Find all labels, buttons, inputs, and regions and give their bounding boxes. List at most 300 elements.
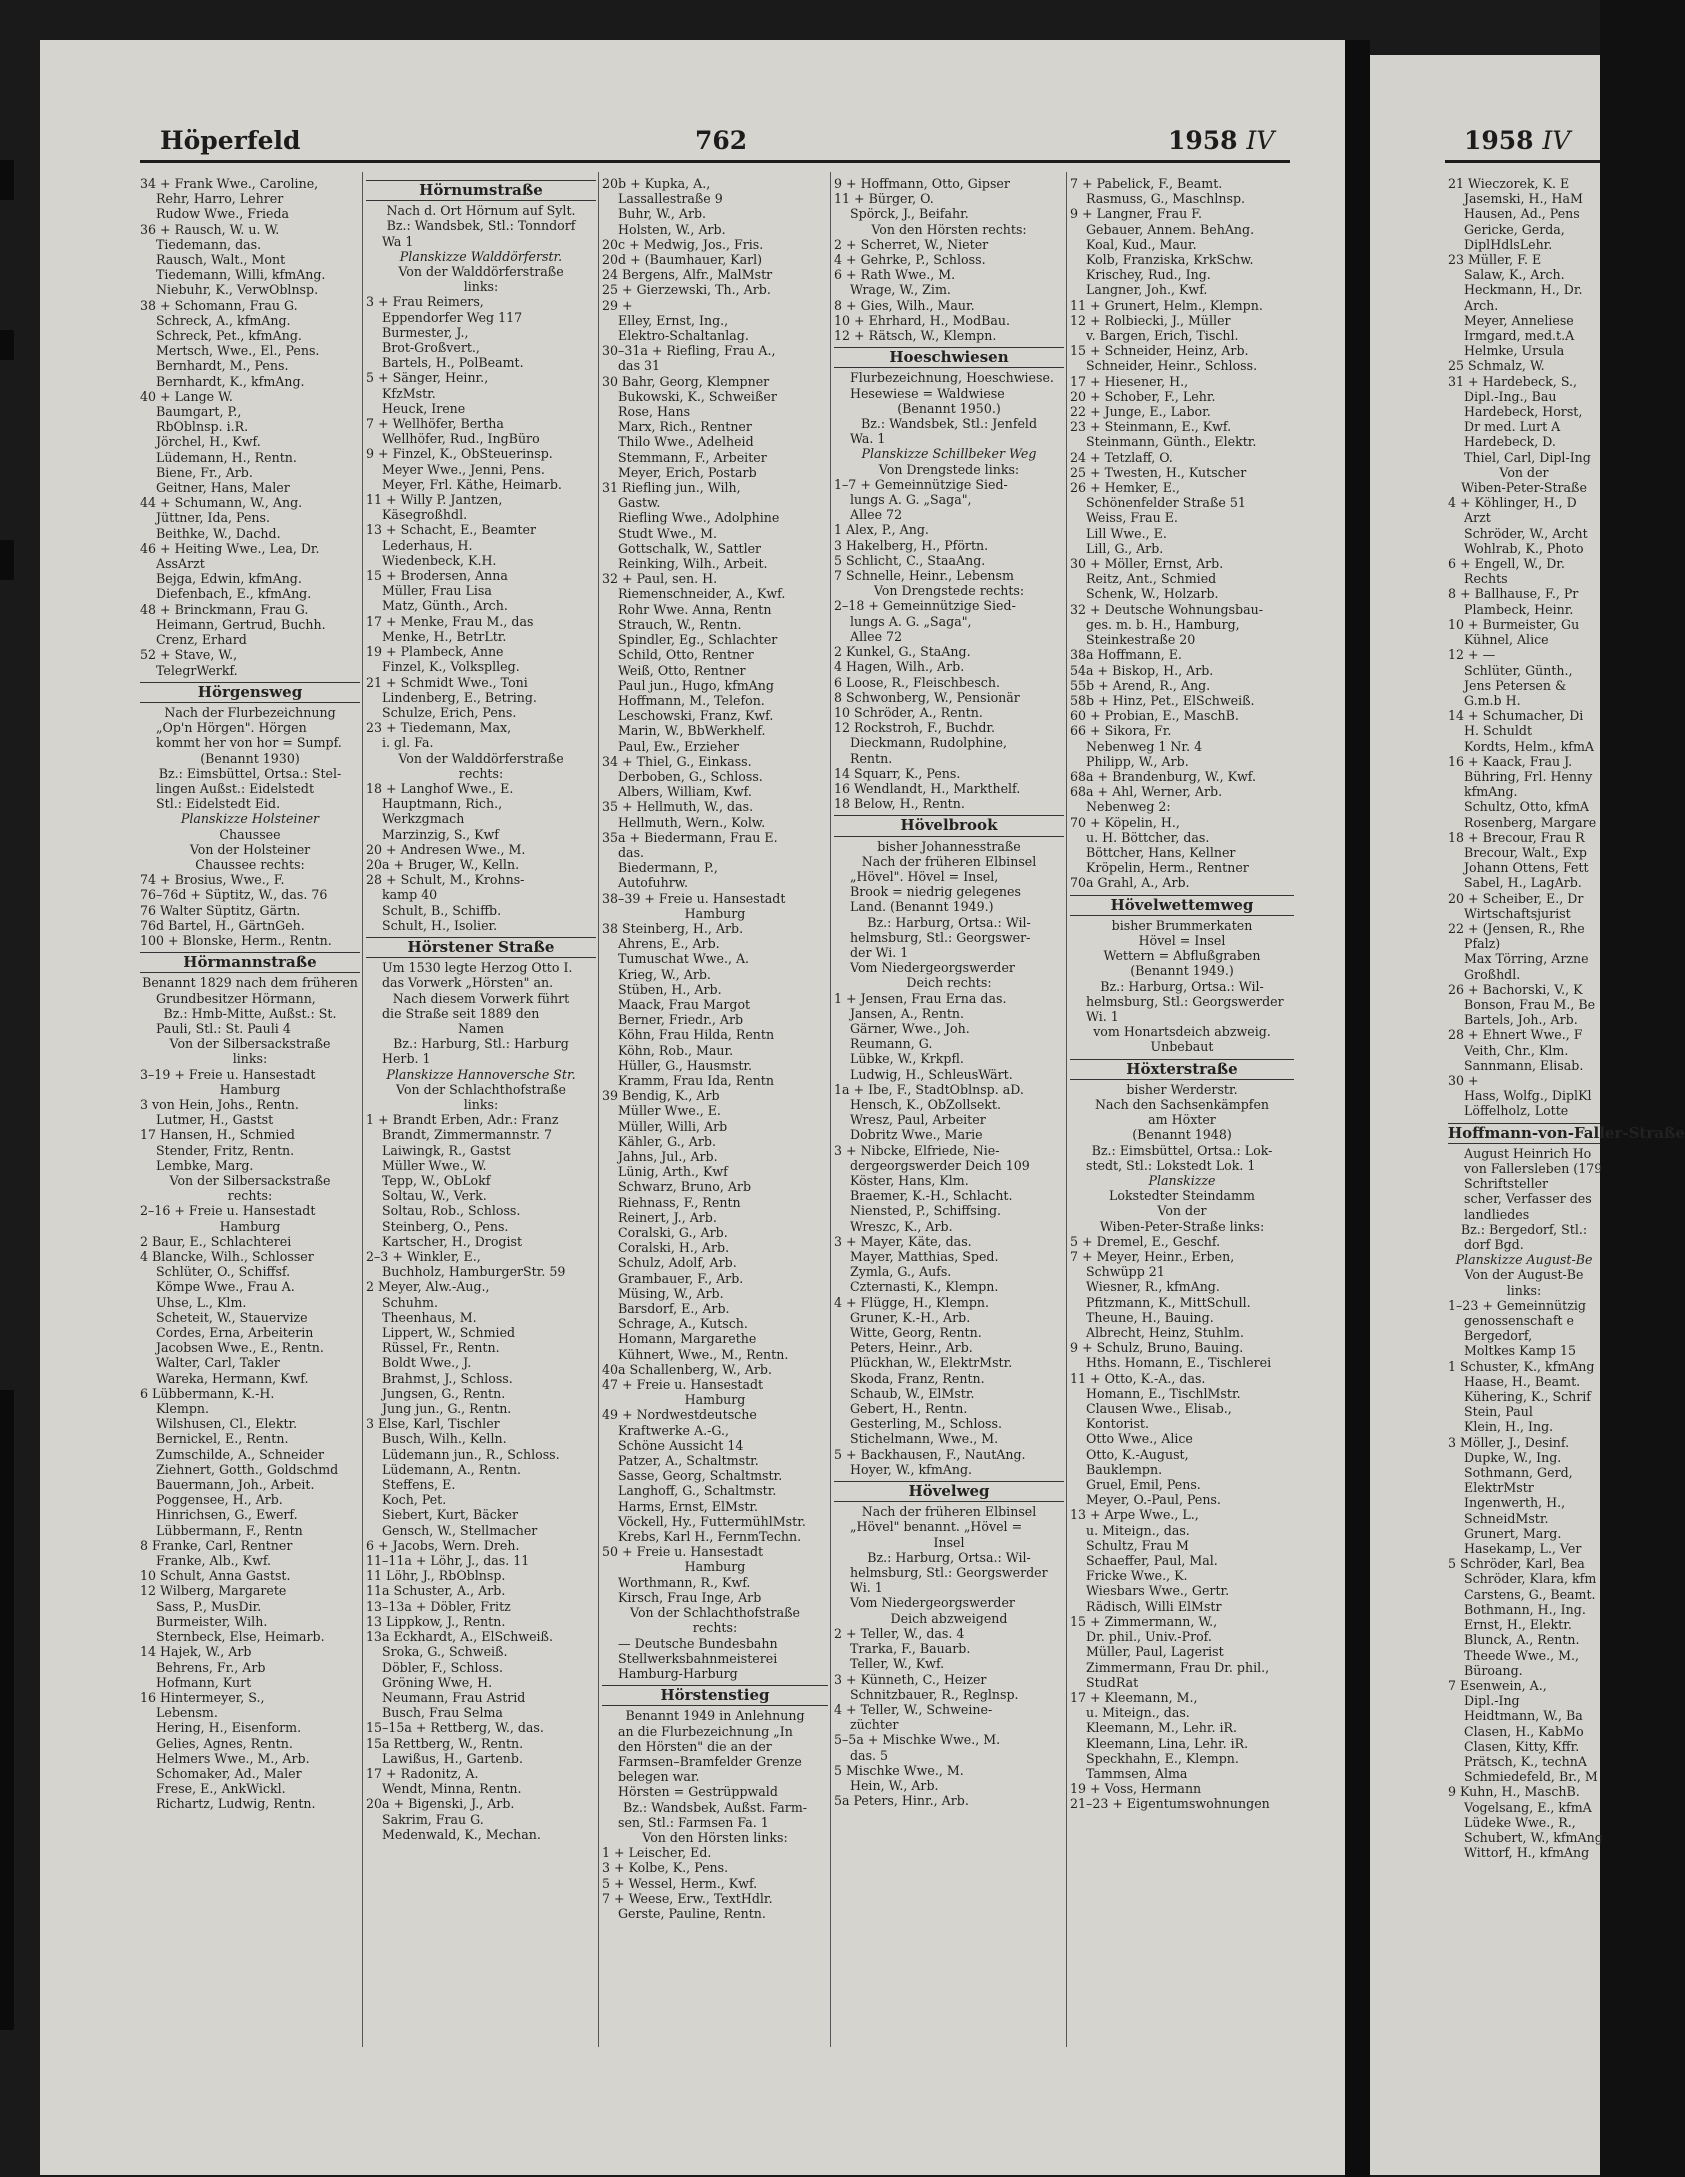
directory-line: Von den Hörsten links: [642, 1829, 788, 1845]
directory-line: Bz.: Wandsbek, Stl.: Tonndorf [386, 218, 576, 234]
directory-line: (Benannt 1950.) [897, 400, 1001, 416]
directory-line: Clasen, H., KabMo [1464, 1723, 1584, 1739]
directory-line: 6 Lübbermann, K.-H. [140, 1385, 275, 1401]
directory-line: Rüssel, Fr., Rentn. [382, 1340, 500, 1356]
directory-line: Hinrichsen, G., Ewerf. [156, 1507, 298, 1523]
directory-line: 20 + Andresen Wwe., M. [366, 841, 526, 857]
directory-line: Fricke Wwe., K. [1086, 1568, 1188, 1584]
directory-line: Lünig, Arth., Kwf [618, 1164, 728, 1180]
directory-line: Flurbezeichnung, Hoeschwiese. [850, 370, 1054, 386]
directory-line: 11 + Willy P. Jantzen, [366, 492, 503, 508]
directory-line: Soltau, W., Verk. [382, 1188, 487, 1204]
directory-line: Namen [457, 1020, 505, 1036]
directory-line: Zumschilde, A., Schneider [156, 1446, 325, 1462]
directory-line: Wendt, Minna, Rentn. [382, 1781, 522, 1797]
binding-mark [0, 330, 14, 360]
directory-line: — Deutsche Bundesbahn [618, 1635, 778, 1651]
directory-line: Von Drengstede rechts: [873, 583, 1025, 599]
directory-line: Theede Wwe., M., [1464, 1647, 1580, 1663]
directory-line: Schult, H., Isolier. [382, 917, 498, 933]
directory-line: „Op'n Hörgen". Hörgen [156, 720, 307, 736]
directory-line: 38a Hoffmann, E. [1070, 647, 1182, 663]
directory-line: Lebensm. [156, 1705, 218, 1721]
directory-line: Zymla, G., Aufs. [850, 1264, 952, 1280]
directory-line: Steffens, E. [382, 1477, 456, 1493]
directory-line: Vom Niedergeorgswerder [850, 960, 1015, 976]
directory-line: 23 + Steinmann, E., Kwf. [1070, 419, 1232, 435]
directory-line: (Benannt 1948) [1132, 1127, 1232, 1143]
directory-line: Stellwerksbahnmeisterei [618, 1650, 778, 1666]
directory-line: 3 Else, Karl, Tischler [366, 1416, 500, 1432]
street-heading: Hörgensweg [140, 682, 360, 703]
directory-line: Büroang. [1464, 1662, 1523, 1678]
page-number: 762 [695, 126, 748, 155]
directory-line: 8 + Gies, Wilh., Maur. [834, 297, 975, 313]
directory-line: „Hövel" benannt. „Hövel = [850, 1519, 1023, 1535]
column-3 [602, 176, 828, 2046]
directory-line: Hamburg [684, 1392, 746, 1408]
directory-line: Haase, H., Beamt. [1464, 1373, 1581, 1389]
directory-line: Planskizze Schillbeker Weg [861, 446, 1037, 462]
directory-line: Scheteit, W., Stauervize [156, 1309, 308, 1325]
directory-line: Holsten, W., Arb. [618, 221, 726, 237]
directory-line: Moltkes Kamp 15 [1464, 1343, 1577, 1359]
directory-line: 30–31a + Riefling, Frau A., [602, 343, 776, 359]
directory-line: Hasekamp, L., Ver [1464, 1541, 1582, 1557]
directory-line: Braemer, K.-H., Schlacht. [850, 1188, 1013, 1204]
directory-line: Schmiedefeld, Br., M [1464, 1769, 1598, 1785]
directory-line: 2 + Teller, W., das. 4 [834, 1625, 965, 1641]
directory-line: 20a + Bruger, W., Kelln. [366, 856, 520, 872]
directory-line: Frese, E., AnkWickl. [156, 1781, 286, 1797]
directory-line: am Höxter [1148, 1112, 1216, 1128]
directory-line: Buchholz, HamburgerStr. 59 [382, 1264, 566, 1280]
directory-line: 4 Blancke, Wilh., Schlosser [140, 1249, 314, 1265]
street-heading: Hoeschwiesen [834, 347, 1064, 368]
directory-line: Hass, Wolfg., DiplKl [1464, 1088, 1592, 1104]
directory-line: Reinking, Wilh., Arbeit. [618, 556, 768, 572]
directory-line: an die Flurbezeichnung „In [618, 1723, 793, 1739]
directory-line: 14 Hajek, W., Arb [140, 1644, 252, 1660]
directory-line: 16 Wendlandt, H., Markthelf. [834, 780, 1021, 796]
directory-line: Biene, Fr., Arb. [156, 464, 253, 480]
directory-line: Wa. 1 [850, 431, 886, 447]
directory-line: Hensch, K., ObZollsekt. [850, 1096, 1001, 1112]
directory-line: Bz.: Harburg, Ortsa.: Wil- [1100, 978, 1264, 994]
directory-line: Theenhaus, M. [382, 1309, 477, 1325]
directory-line: züchter [850, 1717, 899, 1733]
directory-line: Siebert, Kurt, Bäcker [382, 1507, 518, 1523]
directory-line: Lederhaus, H. [382, 537, 473, 553]
directory-line: 2–3 + Winkler, E., [366, 1249, 481, 1265]
directory-line: Ludwig, H., SchleusWärt. [850, 1066, 1013, 1082]
directory-line: Gastw. [618, 495, 661, 511]
directory-line: Johann Ottens, Fett [1464, 860, 1589, 876]
directory-line: Schröder, Klara, kfm [1464, 1571, 1597, 1587]
directory-line: Stender, Fritz, Rentn. [156, 1142, 295, 1158]
directory-line: 31 Riefling jun., Wilh, [602, 480, 741, 496]
directory-line: Weiss, Frau E. [1086, 510, 1178, 526]
directory-line: 70a Grahl, A., Arb. [1070, 875, 1190, 891]
directory-line: 10 Schult, Anna Gastst. [140, 1568, 291, 1584]
directory-line: Schwüpp 21 [1086, 1264, 1165, 1280]
directory-line: Kähler, G., Arb. [618, 1133, 716, 1149]
directory-line: 16 Hintermeyer, S., [140, 1689, 265, 1705]
directory-line: 12 Wilberg, Margarete [140, 1583, 287, 1599]
directory-line: Gruel, Emil, Pens. [1086, 1477, 1201, 1493]
directory-line: 25 + Gierzewski, Th., Arb. [602, 282, 771, 298]
page-gutter [1345, 40, 1370, 2177]
directory-line: 29 + [602, 297, 633, 313]
directory-line: Arzt [1464, 510, 1491, 526]
directory-line: Lübbermann, F., Rentn [156, 1522, 303, 1538]
directory-line: 18 + Langhof Wwe., E. [366, 780, 514, 796]
directory-line: u. Miteign., das. [1086, 1705, 1190, 1721]
directory-line: 24 Bergens, Alfr., MalMstr [602, 267, 773, 283]
directory-line: 1 + Brandt Erben, Adr.: Franz [366, 1112, 559, 1128]
directory-line: 20c + Medwig, Jos., Fris. [602, 236, 764, 252]
directory-line: Gericke, Gerda, [1464, 221, 1565, 237]
directory-line: Nach d. Ort Hörnum auf Sylt. [386, 203, 576, 219]
directory-line: 4 + Teller, W., Schweine- [834, 1701, 993, 1717]
directory-line: Dipl.-Ing [1464, 1693, 1520, 1709]
directory-line: 11–11a + Löhr, J., das. 11 [366, 1553, 530, 1569]
directory-line: Bernhardt, M., Pens. [156, 358, 289, 374]
directory-line: 5a Peters, Hinr., Arb. [834, 1793, 969, 1809]
street-heading: Hövelwettemweg [1070, 895, 1294, 916]
directory-line: Behrens, Fr., Arb [156, 1659, 266, 1675]
directory-line: Laiwingk, R., Gastst [382, 1142, 511, 1158]
directory-line: dorf Bgd. [1464, 1237, 1524, 1253]
directory-line: 4 Hagen, Wilh., Arb. [834, 659, 965, 675]
directory-line: Bz.: Eimsbüttel, Ortsa.: Stel- [158, 765, 342, 781]
directory-line: Wettern = Abflußgraben [1103, 948, 1261, 964]
directory-line: Ingenwerth, H., [1464, 1495, 1566, 1511]
directory-line: Salaw, K., Arch. [1464, 267, 1565, 283]
directory-line: Bartels, H., PolBeamt. [382, 355, 524, 371]
directory-line: 10 + Burmeister, Gu [1448, 616, 1580, 632]
directory-line: Müller, Frau Lisa [382, 583, 492, 599]
directory-line: Steinmann, Günth., Elektr. [1086, 434, 1257, 450]
directory-line: Arch. [1464, 297, 1499, 313]
directory-line: Pfalz) [1464, 936, 1501, 952]
directory-line: Allee 72 [850, 507, 903, 523]
directory-line: der Wi. 1 [850, 944, 909, 960]
directory-line: Jens Petersen & [1464, 677, 1567, 693]
directory-line: Homann, Margarethe [618, 1331, 757, 1347]
directory-line: 3 + Kolbe, K., Pens. [602, 1860, 729, 1876]
directory-line: Riemenschneider, A., Kwf. [618, 586, 786, 602]
directory-line: v. Bargen, Erich, Tischl. [1086, 328, 1239, 344]
directory-line: 17 + Kleemann, M., [1070, 1689, 1198, 1705]
directory-line: Bothmann, H., Ing. [1464, 1601, 1586, 1617]
directory-line: 9 + Finzel, K., ObSteuerinsp. [366, 446, 553, 462]
directory-line: Hein, W., Arb. [850, 1777, 939, 1793]
directory-line: Crenz, Erhard [156, 632, 247, 648]
directory-line: 68a + Brandenburg, W., Kwf. [1070, 768, 1257, 784]
directory-line: Um 1530 legte Herzog Otto I. [382, 960, 573, 976]
directory-line: Bartels, Joh., Arb. [1464, 1012, 1578, 1028]
directory-line: Kraftwerke A.-G., [618, 1422, 729, 1438]
directory-line: Schaeffer, Paul, Mal. [1086, 1553, 1218, 1569]
directory-line: Rudow Wwe., Frieda [156, 206, 290, 222]
directory-line: Niensted, P., Schiffsing. [850, 1203, 1002, 1219]
directory-line: Wilshusen, Cl., Elektr. [156, 1416, 298, 1432]
directory-line: Wreszc, K., Arb. [850, 1218, 953, 1234]
directory-line: Kolb, Franziska, KrkSchw. [1086, 252, 1254, 268]
directory-line: 74 + Brosius, Wwe., F. [140, 872, 285, 888]
directory-line: Klempn. [156, 1401, 210, 1417]
directory-line: Brahmst, J., Schloss. [382, 1370, 513, 1386]
directory-line: Bergedorf, [1464, 1328, 1533, 1344]
directory-line: Busch, Frau Selma [382, 1705, 503, 1721]
directory-line: Leschowski, Franz, Kwf. [618, 708, 774, 724]
directory-line: Vom Niedergeorgswerder [850, 1595, 1015, 1611]
directory-line: Burmester, J., [382, 324, 469, 340]
directory-line: Marzinzig, S., Kwf [382, 826, 499, 842]
column-next-page [1448, 176, 1685, 2046]
directory-line: Meyer, Anneliese [1464, 312, 1574, 328]
directory-line: 15–15a + Rettberg, W., das. [366, 1720, 544, 1736]
directory-line: Planskizze August-Be [1455, 1252, 1593, 1268]
directory-line: Zimmermann, Frau Dr. phil., [1086, 1659, 1270, 1675]
directory-line: RbOblnsp. i.R. [156, 419, 249, 435]
directory-line: „Hövel". Hövel = Insel, [850, 868, 999, 884]
directory-line: Maack, Frau Margot [618, 996, 751, 1012]
directory-line: Ahrens, E., Arb. [618, 936, 720, 952]
directory-line: Langhoff, G., Schaltmstr. [618, 1483, 777, 1499]
binding-mark [0, 1390, 14, 2030]
directory-line: Gebert, H., Rentn. [850, 1401, 968, 1417]
directory-line: Riefling Wwe., Adolphine [618, 510, 780, 526]
directory-line: Albrecht, Heinz, Stuhlm. [1086, 1325, 1244, 1341]
directory-line: 50 + Freie u. Hansestadt [602, 1544, 764, 1560]
binding-mark [0, 540, 14, 580]
directory-line: Kröpelin, Herm., Rentner [1086, 860, 1249, 876]
directory-line: Spindler, Eg., Schlachter [618, 632, 778, 648]
directory-line: Mertsch, Wwe., El., Pens. [156, 343, 320, 359]
directory-line: 8 Franke, Carl, Rentner [140, 1537, 293, 1553]
directory-line: Kordts, Helm., kfmA [1464, 738, 1595, 754]
directory-line: 58b + Hinz, Pet., ElSchweiß. [1070, 692, 1255, 708]
directory-line: das. [618, 844, 645, 860]
directory-line: Witte, Georg, Rentn. [850, 1325, 982, 1341]
directory-line: Reinert, J., Arb. [618, 1209, 717, 1225]
directory-line: Koal, Kud., Maur. [1086, 236, 1197, 252]
header-rule [140, 160, 1290, 163]
directory-line: Albers, William, Kwf. [618, 784, 752, 800]
directory-line: Wrage, W., Zim. [850, 282, 951, 298]
directory-line: Plückhan, W., ElektrMstr. [850, 1355, 1013, 1371]
directory-line: DiplHdlsLehr. [1464, 236, 1553, 252]
directory-line: kamp 40 [382, 887, 438, 903]
directory-line: Steinberg, O., Pens. [382, 1218, 509, 1234]
directory-line: Bauklempn. [1086, 1461, 1163, 1477]
directory-line: Planskizze Hannoversche Str. [386, 1066, 576, 1082]
directory-line: Derboben, G., Schloss. [618, 768, 763, 784]
street-heading: Hörnumstraße [366, 180, 596, 201]
directory-line: 11a Schuster, A., Arb. [366, 1583, 506, 1599]
directory-line: 12 + Rolbiecki, J., Müller [1070, 312, 1231, 328]
directory-line: Meyer, Erich, Postarb [618, 464, 757, 480]
directory-line: Wi. 1 [850, 1580, 883, 1596]
directory-line: lingen Außst.: Eidelstedt [156, 780, 315, 796]
directory-line: Irmgard, med.t.A [1464, 328, 1575, 344]
directory-line: 66 + Sikora, Fr. [1070, 723, 1172, 739]
directory-line: Kömpe Wwe., Frau A. [156, 1279, 295, 1295]
directory-line: 4 + Flügge, H., Klempn. [834, 1294, 990, 1310]
directory-line: 21 Wieczorek, K. E [1448, 176, 1570, 191]
directory-line: Großhdl. [1464, 966, 1521, 982]
directory-line: Bauermann, Joh., Arbeit. [156, 1477, 315, 1493]
directory-line: Coralski, G., Arb. [618, 1225, 728, 1241]
directory-line: Rohr Wwe. Anna, Rentn [618, 601, 772, 617]
directory-line: 2 Kunkel, G., StaAng. [834, 644, 971, 660]
column-divider [1066, 172, 1067, 2047]
directory-line: Steinkestraße 20 [1086, 632, 1196, 648]
street-heading: Hövelweg [834, 1481, 1064, 1502]
directory-line: 54a + Biskop, H., Arb. [1070, 662, 1214, 678]
directory-line: ElektrMstr [1464, 1480, 1534, 1496]
directory-line: 17 Hansen, H., Schmied [140, 1127, 295, 1143]
directory-line: Teller, W., Kwf. [850, 1656, 945, 1672]
directory-line: 34 + Frank Wwe., Caroline, [140, 176, 319, 191]
directory-line: Bernickel, E., Rentn. [156, 1431, 289, 1447]
directory-line: 8 Schwonberg, W., Pensionär [834, 689, 1020, 705]
directory-line: Hövel = Insel [1138, 932, 1226, 948]
directory-line: Stl.: Eidelstedt Eid. [156, 796, 281, 812]
directory-line: Von der Walddörferstraße [398, 750, 564, 766]
directory-line: Hamburg-Harburg [618, 1665, 738, 1681]
directory-line: Schild, Otto, Rentner [618, 647, 754, 663]
directory-line: Köhn, Frau Hilda, Rentn [618, 1027, 775, 1043]
directory-line: 14 + Schumacher, Di [1448, 708, 1584, 724]
directory-line: Tiedemann, das. [156, 236, 262, 252]
directory-line: Hauptmann, Rich., [382, 796, 503, 812]
directory-line: 22 + (Jensen, R., Rhe [1448, 920, 1585, 936]
directory-line: Spörck, J., Beifahr. [850, 206, 969, 222]
directory-line: TelegrWerkf. [156, 662, 238, 678]
directory-line: 44 + Schumann, W., Ang. [140, 495, 303, 511]
directory-line: Prätsch, K., technA [1464, 1753, 1587, 1769]
directory-line: 24 + Tetzlaff, O. [1070, 449, 1173, 465]
directory-line: Brook = niedrig gelegenes [850, 884, 1021, 900]
directory-line: Dieckmann, Rudolphine, [850, 735, 1007, 751]
directory-line: Stichelmann, Wwe., M. [850, 1431, 999, 1447]
directory-line: 46 + Heiting Wwe., Lea, Dr. [140, 540, 320, 556]
directory-line: rechts: [458, 765, 504, 781]
directory-line: Von der August-Be [1464, 1267, 1584, 1283]
directory-line: Lindenberg, E., Betring. [382, 689, 537, 705]
directory-line: Eppendorfer Weg 117 [382, 309, 523, 325]
directory-line: Sakrim, Frau G. [382, 1811, 484, 1827]
directory-line: Jüttner, Ida, Pens. [156, 510, 270, 526]
directory-line: Plambeck, Heinr. [1464, 601, 1574, 617]
directory-line: 30 Bahr, Georg, Klempner [602, 373, 770, 389]
directory-line: 11 Löhr, J., RbOblnsp. [366, 1568, 506, 1584]
directory-line: 4 + Gehrke, P., Schloss. [834, 252, 986, 268]
directory-line: Uhse, L., Klm. [156, 1294, 247, 1310]
directory-line: Dipl.-Ing., Bau [1464, 388, 1557, 404]
directory-line: 2 Meyer, Alw.-Aug., [366, 1279, 490, 1295]
directory-line: Grundbesitzer Hörmann, [156, 990, 316, 1006]
directory-line: lungs A. G. „Saga", [850, 613, 972, 629]
directory-line: Soltau, Rob., Schloss. [382, 1203, 521, 1219]
directory-line: Helmers Wwe., M., Arb. [156, 1750, 310, 1766]
directory-line: 7 + Wellhöfer, Bertha [366, 416, 504, 432]
directory-line: Hamburg [219, 1081, 281, 1097]
directory-line: belegen war. [618, 1769, 700, 1785]
directory-line: Von der [1157, 1203, 1207, 1219]
directory-line: Von Drengstede links: [878, 461, 1020, 477]
directory-line: Jung jun., G., Rentn. [382, 1401, 512, 1417]
directory-line: Schlüter, Günth., [1464, 662, 1573, 678]
directory-line: Coralski, H., Arb. [618, 1240, 730, 1256]
directory-line: 10 Schröder, A., Rentn. [834, 704, 983, 720]
directory-line: lungs A. G. „Saga", [850, 492, 972, 508]
directory-line: Marin, W., BbWerkhelf. [618, 723, 766, 739]
directory-line: Hüller, G., Hausmstr. [618, 1057, 753, 1073]
directory-line: Hellmuth, Wern., Kolw. [618, 814, 766, 830]
directory-line: Böttcher, Hans, Kellner [1086, 844, 1236, 860]
directory-line: Menke, H., BetrLtr. [382, 628, 507, 644]
directory-line: 9 + Schulz, Bruno, Bauing. [1070, 1340, 1244, 1356]
directory-line: Von der Schlachthofstraße [630, 1605, 800, 1621]
street-heading: Hörstener Straße [366, 937, 596, 958]
directory-line: Bonson, Frau M., Be [1464, 996, 1596, 1012]
directory-line: Max Törring, Arzne [1464, 951, 1589, 967]
directory-line: Benannt 1949 in Anlehnung [625, 1708, 805, 1724]
directory-line: Hamburg [219, 1218, 281, 1234]
directory-line: Hering, H., Eisenform. [156, 1720, 302, 1736]
directory-line: 39 Bendig, K., Arb [602, 1088, 720, 1104]
directory-line: Lüdemann, H., Rentn. [156, 449, 297, 465]
directory-line: landliedes [1464, 1206, 1530, 1222]
directory-line: Hofmann, Kurt [156, 1674, 252, 1690]
directory-line: Bz.: Hmb-Mitte, Außst.: St. [163, 1005, 337, 1021]
directory-line: 36 + Rausch, W. u. W. [140, 221, 280, 237]
directory-line: Paul jun., Hugo, kfmAng [618, 677, 774, 693]
directory-line: Nach der früheren Elbinsel [861, 1504, 1037, 1520]
directory-line: ges. m. b. H., Hamburg, [1086, 616, 1240, 632]
directory-line: Lübke, W., Krkpfl. [850, 1051, 964, 1067]
directory-line: Deich abzweigend [890, 1610, 1008, 1626]
directory-line: Czternasti, K., Klempn. [850, 1279, 999, 1295]
column-divider [362, 172, 363, 2047]
directory-line: Rentn. [850, 750, 893, 766]
directory-line: Jungsen, G., Rentn. [382, 1385, 506, 1401]
directory-line: Krieg, W., Arb. [618, 966, 711, 982]
directory-line: das Vorwerk „Hörsten" an. [382, 975, 554, 991]
directory-line: Insel [933, 1534, 965, 1550]
directory-line: das 31 [618, 358, 661, 374]
directory-line: Strauch, W., Rentn. [618, 616, 742, 632]
binding-mark [0, 160, 14, 200]
directory-line: Lassallestraße 9 [618, 191, 723, 207]
directory-line: 23 Müller, F. E [1448, 252, 1542, 268]
directory-line: dergeorgswerder Deich 109 [850, 1157, 1030, 1173]
directory-line: Hausen, Ad., Pens [1464, 206, 1580, 222]
directory-line: von Fallersleben (179 [1464, 1161, 1603, 1176]
header-year-next: 1958 IV [1464, 126, 1571, 155]
directory-line: Worthmann, R., Kwf. [618, 1574, 751, 1590]
directory-line: Lüdemann, A., Rentn. [382, 1461, 521, 1477]
directory-line: helmsburg, Stl.: Georgswerder [850, 1565, 1048, 1581]
directory-line: Neumann, Frau Astrid [382, 1689, 526, 1705]
directory-line: sen, Stl.: Farmsen Fa. 1 [618, 1814, 769, 1830]
column-5 [1070, 176, 1294, 2046]
directory-line: 10 + Ehrhard, H., ModBau. [834, 312, 1011, 328]
